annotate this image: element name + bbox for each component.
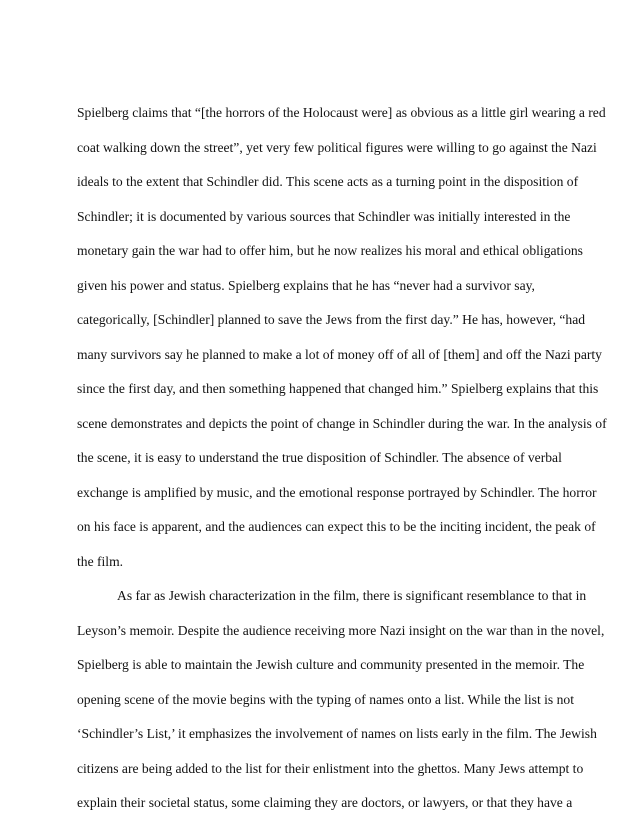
text-line: the scene, it is easy to understand the true disposition of Schindler. The absence of verbal (77, 450, 562, 465)
text-line: the film. (77, 553, 124, 569)
text-line: ‘Schindler’s List,’ it emphasizes the involvement of names on lists early in the film. The Jewish (77, 726, 597, 741)
text-line: on his face is apparent, and the audiences can expect this to be the inciting incident, the peak of (77, 519, 596, 534)
text-line: given his power and status. Spielberg explains that he has “never had a survivor say, (77, 277, 535, 293)
essay-body-text (77, 103, 607, 828)
text-line: ideals to the extent that Schindler did. This scene acts as a turning point in the disposition of (77, 174, 579, 189)
text-line: opening scene of the movie begins with the typing of names onto a list. While the list is not (77, 691, 574, 707)
text-line: Spielberg is able to maintain the Jewish culture and community presented in the memoir. The (77, 657, 585, 672)
text-line: exchange is amplified by music, and the emotional response portrayed by Schindler. The horror (77, 484, 597, 500)
text-line: Schindler; it is documented by various sources that Schindler was initially interested in the (77, 208, 571, 224)
text-line: explain their societal status, some claiming they are doctors, or lawyers, or that they have a (77, 795, 573, 810)
text-line: since the first day, and then something happened that changed him.” Spielberg explains that this (77, 381, 599, 396)
text-line: categorically, [Schindler] planned to save the Jews from the first day.” He has, however, “had (77, 312, 586, 327)
text-line: As far as Jewish characterization in the film, there is significant resemblance to that in (117, 588, 587, 603)
text-line: citizens are being added to the list for their enlistment into the ghettos. Many Jews attempt to (77, 760, 584, 776)
text-line: scene demonstrates and depicts the point of change in Schindler during the war. In the analysis of (77, 415, 607, 431)
text-line: Spielberg claims that “[the horrors of the Holocaust were] as obvious as a little girl wearing a red (77, 105, 606, 120)
text-line: Leyson’s memoir. Despite the audience receiving more Nazi insight on the war than in the novel, (77, 622, 605, 638)
text-line: many survivors say he planned to make a lot of money off of all of [them] and off the Nazi party (77, 346, 602, 362)
text-line: monetary gain the war had to offer him, but he now realizes his moral and ethical obligations (77, 243, 583, 258)
text-line: coat walking down the street”, yet very few political figures were willing to go against the Nazi (77, 139, 597, 155)
